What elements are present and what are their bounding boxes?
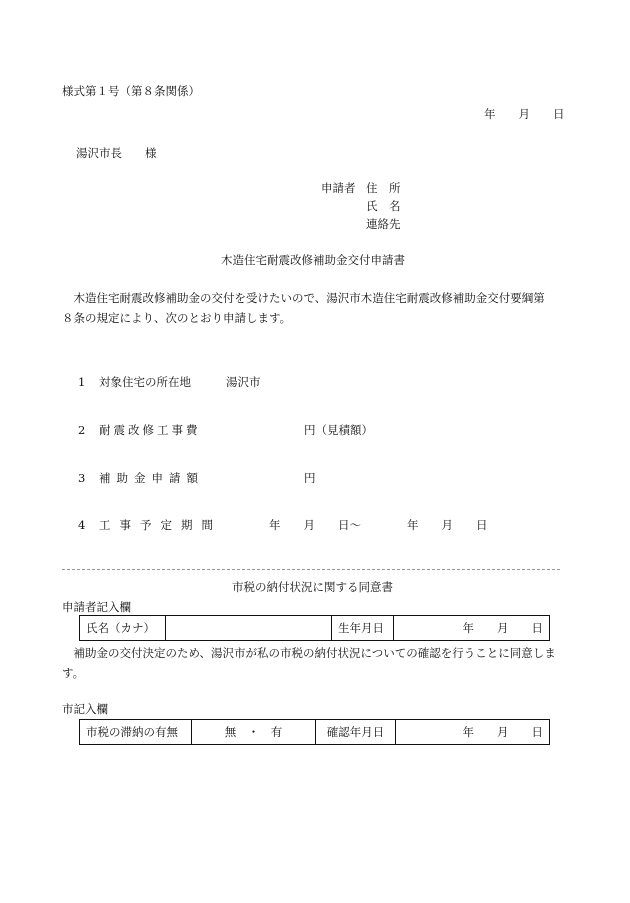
item-4-num: 4 bbox=[78, 518, 86, 532]
applicant-label: 申請者 bbox=[321, 181, 356, 195]
applicant-section-label: 申請者記入欄 bbox=[62, 600, 131, 614]
form-number: 様式第１号（第８条関係） bbox=[62, 84, 200, 98]
date-line: 年 月 日 bbox=[484, 107, 565, 121]
item-2-label: 耐震改修工事費 bbox=[99, 423, 201, 437]
name-kana-field[interactable] bbox=[166, 616, 332, 641]
applicant-address-label: 住 所 bbox=[366, 181, 401, 195]
item-4-value: 年 月 日～ 年 月 日 bbox=[269, 518, 488, 532]
item-3-label: 補助金申請額 bbox=[99, 471, 204, 485]
item-3-value: 円 bbox=[304, 471, 316, 485]
item-2-value: 円（見積額） bbox=[304, 423, 373, 437]
consent-title: 市税の納付状況に関する同意書 bbox=[232, 580, 393, 594]
city-record-table bbox=[79, 719, 550, 745]
applicant-consent-table bbox=[79, 615, 550, 641]
item-1-value: 湯沢市 bbox=[226, 375, 261, 389]
applicant-contact-label: 連絡先 bbox=[366, 217, 401, 231]
confirm-date-label: 確認年月日 bbox=[316, 720, 396, 745]
applicant-name-label: 氏 名 bbox=[366, 199, 401, 213]
addressee: 湯沢市長 様 bbox=[76, 146, 157, 160]
name-kana-label: 氏名（カナ） bbox=[80, 616, 166, 641]
city-section-label: 市記入欄 bbox=[62, 702, 108, 716]
item-1-label: 対象住宅の所在地 bbox=[99, 375, 191, 389]
item-3-num: 3 bbox=[78, 471, 86, 485]
confirm-date-field[interactable]: 年 月 日 bbox=[396, 720, 550, 745]
item-4-label: 工事予定期間 bbox=[99, 518, 222, 532]
arrears-value[interactable]: 無 ・ 有 bbox=[192, 720, 316, 745]
consent-text-line-2: す。 bbox=[62, 666, 85, 680]
intro-line-1: 木造住宅耐震改修補助金の交付を受けたいので、湯沢市木造住宅耐震改修補助金交付要綱第 bbox=[62, 291, 545, 305]
item-2-num: 2 bbox=[78, 423, 86, 437]
document-title: 木造住宅耐震改修補助金交付申請書 bbox=[221, 253, 405, 267]
birth-date-field[interactable]: 年 月 日 bbox=[394, 616, 550, 641]
cut-line bbox=[62, 569, 560, 570]
arrears-label: 市税の滞納の有無 bbox=[80, 720, 192, 745]
item-1-num: 1 bbox=[78, 375, 86, 389]
consent-text-line-1: 補助金の交付決定のため、湯沢市が私の市税の納付状況についての確認を行うことに同意しま bbox=[62, 646, 556, 660]
birth-date-label: 生年月日 bbox=[332, 616, 394, 641]
intro-line-2: ８条の規定により、次のとおり申請します。 bbox=[62, 311, 292, 325]
